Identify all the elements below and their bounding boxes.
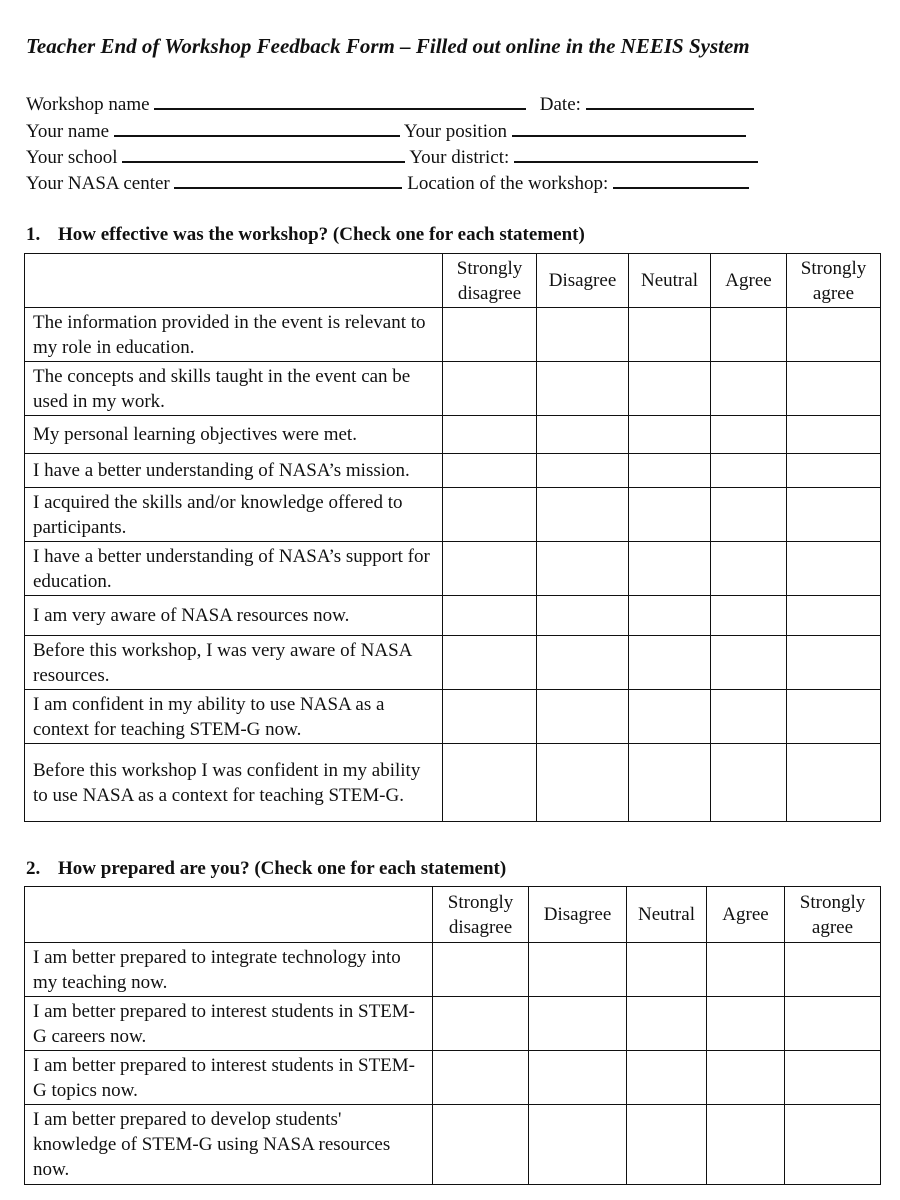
your-district-label: Your district:: [409, 147, 510, 168]
section-1-number: 1.: [26, 224, 41, 245]
your-school-field[interactable]: [122, 145, 405, 163]
statement-text: Before this workshop I was confident in my ability to use NASA as a context for teaching STEM-G.: [25, 744, 443, 822]
your-district-field[interactable]: [514, 145, 758, 163]
rating-cell[interactable]: [433, 997, 529, 1051]
table-row: [25, 454, 881, 488]
rating-cell[interactable]: [629, 596, 711, 636]
rating-cell[interactable]: [443, 690, 537, 744]
rating-cell[interactable]: [443, 596, 537, 636]
header-neutral: Neutral: [627, 887, 707, 943]
nasa-center-label: Your NASA center: [26, 173, 170, 194]
rating-cell[interactable]: [629, 308, 711, 362]
rating-cell[interactable]: [707, 1051, 785, 1105]
your-school-label: Your school: [26, 147, 118, 168]
date-label: Date:: [539, 94, 581, 115]
statement-text: The concepts and skills taught in the event can be used in my work.: [25, 362, 443, 416]
header-strongly-agree: Strongly agree: [785, 887, 881, 943]
nasa-center-field[interactable]: [174, 171, 402, 189]
table-row: [25, 1051, 881, 1105]
rating-cell[interactable]: [787, 690, 881, 744]
rating-cell[interactable]: [787, 636, 881, 690]
statement-text: I am confident in my ability to use NASA as a context for teaching STEM-G now.: [25, 690, 443, 744]
rating-cell[interactable]: [787, 596, 881, 636]
location-field[interactable]: [613, 171, 749, 189]
rating-cell[interactable]: [629, 416, 711, 454]
rating-cell[interactable]: [707, 1105, 785, 1185]
section-1-heading: [26, 224, 585, 246]
table-row: [25, 308, 881, 362]
rating-cell[interactable]: [443, 744, 537, 822]
rating-cell[interactable]: [529, 1051, 627, 1105]
rating-cell[interactable]: [629, 636, 711, 690]
rating-cell[interactable]: [433, 943, 529, 997]
rating-cell[interactable]: [537, 454, 629, 488]
rating-cell[interactable]: [443, 542, 537, 596]
header-neutral: Neutral: [629, 254, 711, 308]
rating-cell[interactable]: [529, 1105, 627, 1185]
table-row: [25, 542, 881, 596]
table-row: [25, 362, 881, 416]
table-row: [25, 636, 881, 690]
statement-text: I have a better understanding of NASA’s support for education.: [25, 542, 443, 596]
rating-cell[interactable]: [787, 308, 881, 362]
rating-cell[interactable]: [433, 1051, 529, 1105]
rating-cell[interactable]: [711, 308, 787, 362]
section-2-table: [24, 886, 881, 1185]
workshop-name-label: Workshop name: [26, 94, 150, 115]
date-field[interactable]: [586, 92, 754, 110]
rating-cell[interactable]: [629, 488, 711, 542]
header-disagree: Disagree: [537, 254, 629, 308]
rating-cell[interactable]: [537, 744, 629, 822]
rating-cell[interactable]: [443, 454, 537, 488]
rating-cell[interactable]: [785, 943, 881, 997]
rating-cell[interactable]: [629, 744, 711, 822]
statement-header: [25, 887, 433, 943]
table-row: [25, 690, 881, 744]
section-2-question: How prepared are you? (Check one for each statement): [58, 858, 507, 879]
your-name-label: Your name: [26, 121, 110, 142]
rating-cell[interactable]: [627, 997, 707, 1051]
rating-cell[interactable]: [443, 362, 537, 416]
rating-cell[interactable]: [711, 596, 787, 636]
rating-cell[interactable]: [433, 1105, 529, 1185]
rating-cell[interactable]: [537, 690, 629, 744]
rating-cell[interactable]: [443, 488, 537, 542]
rating-cell[interactable]: [711, 744, 787, 822]
rating-cell[interactable]: [537, 308, 629, 362]
header-agree: Agree: [707, 887, 785, 943]
rating-cell[interactable]: [787, 488, 881, 542]
rating-cell[interactable]: [627, 1051, 707, 1105]
rating-cell[interactable]: [537, 542, 629, 596]
rating-cell[interactable]: [537, 488, 629, 542]
info-row-school: [26, 145, 758, 169]
rating-cell[interactable]: [787, 362, 881, 416]
info-row-workshop: [26, 92, 754, 116]
rating-cell[interactable]: [629, 542, 711, 596]
rating-cell[interactable]: [629, 362, 711, 416]
statement-text: I am very aware of NASA resources now.: [25, 596, 443, 636]
section-1-table: [24, 253, 881, 822]
header-row: [25, 887, 881, 943]
rating-cell[interactable]: [785, 1051, 881, 1105]
statement-text: Before this workshop, I was very aware of NASA resources.: [25, 636, 443, 690]
header-agree: Agree: [711, 254, 787, 308]
rating-cell[interactable]: [529, 943, 627, 997]
table-row: [25, 997, 881, 1051]
info-row-name: [26, 119, 746, 143]
header-row: [25, 254, 881, 308]
your-name-field[interactable]: [114, 119, 400, 137]
rating-cell[interactable]: [711, 542, 787, 596]
rating-cell[interactable]: [707, 997, 785, 1051]
rating-cell[interactable]: [711, 636, 787, 690]
rating-cell[interactable]: [443, 636, 537, 690]
header-strongly-disagree: Strongly disagree: [433, 887, 529, 943]
rating-cell[interactable]: [627, 943, 707, 997]
rating-cell[interactable]: [787, 744, 881, 822]
rating-cell[interactable]: [629, 690, 711, 744]
section-2-number: 2.: [26, 858, 41, 879]
header-disagree: Disagree: [529, 887, 627, 943]
workshop-name-field[interactable]: [154, 92, 526, 110]
statement-text: I am better prepared to integrate technology into my teaching now.: [25, 943, 433, 997]
table-row: [25, 943, 881, 997]
form-title: Teacher End of Workshop Feedback Form – Filled out online in the NEEIS System: [26, 34, 750, 58]
rating-cell[interactable]: [537, 416, 629, 454]
rating-cell[interactable]: [443, 308, 537, 362]
rating-cell[interactable]: [627, 1105, 707, 1185]
rating-cell[interactable]: [629, 454, 711, 488]
rating-cell[interactable]: [787, 416, 881, 454]
statement-header: [25, 254, 443, 308]
rating-cell[interactable]: [443, 416, 537, 454]
table-row: [25, 1105, 881, 1185]
rating-cell[interactable]: [711, 454, 787, 488]
table-row: [25, 744, 881, 822]
location-label: Location of the workshop:: [407, 173, 609, 194]
statement-text: My personal learning objectives were met.: [25, 416, 443, 454]
section-1-question: How effective was the workshop? (Check one for each statement): [58, 224, 585, 245]
header-strongly-agree: Strongly agree: [787, 254, 881, 308]
your-position-label: Your position: [403, 121, 507, 142]
statement-text: I am better prepared to interest students in STEM-G topics now.: [25, 1051, 433, 1105]
rating-cell[interactable]: [537, 596, 629, 636]
table-row: [25, 416, 881, 454]
your-position-field[interactable]: [512, 119, 746, 137]
rating-cell[interactable]: [529, 997, 627, 1051]
rating-cell[interactable]: [707, 943, 785, 997]
statement-text: I have a better understanding of NASA’s mission.: [25, 454, 443, 488]
statement-text: I acquired the skills and/or knowledge offered to participants.: [25, 488, 443, 542]
info-row-center: [26, 171, 749, 195]
rating-cell[interactable]: [711, 416, 787, 454]
rating-cell[interactable]: [711, 488, 787, 542]
rating-cell[interactable]: [537, 362, 629, 416]
rating-cell[interactable]: [787, 454, 881, 488]
section-2-heading: [26, 858, 506, 880]
statement-text: I am better prepared to develop students' knowledge of STEM-G using NASA resources now.: [25, 1105, 433, 1185]
header-strongly-disagree: Strongly disagree: [443, 254, 537, 308]
rating-cell[interactable]: [711, 362, 787, 416]
statement-text: I am better prepared to interest students in STEM-G careers now.: [25, 997, 433, 1051]
rating-cell[interactable]: [785, 1105, 881, 1185]
rating-cell[interactable]: [785, 997, 881, 1051]
rating-cell[interactable]: [537, 636, 629, 690]
rating-cell[interactable]: [711, 690, 787, 744]
table-row: [25, 488, 881, 542]
statement-text: The information provided in the event is relevant to my role in education.: [25, 308, 443, 362]
rating-cell[interactable]: [787, 542, 881, 596]
table-row: [25, 596, 881, 636]
